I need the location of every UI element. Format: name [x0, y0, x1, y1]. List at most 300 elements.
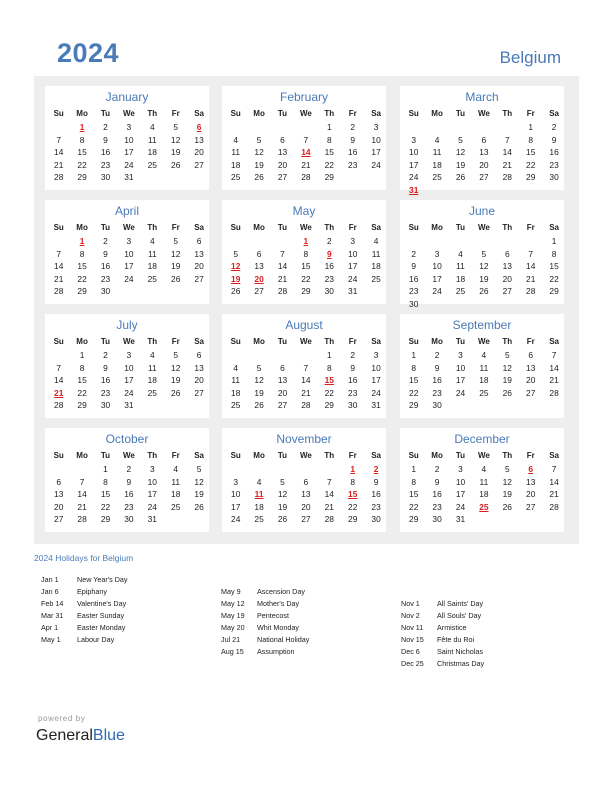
day-cell: 4 — [149, 122, 155, 132]
day-cell: 17 — [409, 159, 419, 170]
day-cell: 13 — [301, 489, 311, 500]
day-cell: 6 — [280, 134, 285, 145]
day-cell: 25 — [371, 273, 381, 284]
day-cell: 15 — [409, 375, 419, 386]
day-cell: 30 — [409, 299, 419, 309]
day-cell: 17 — [371, 375, 381, 386]
day-cell: 19 — [171, 375, 181, 386]
day-cell: 8 — [411, 476, 417, 487]
weekday-header: Fr — [526, 109, 535, 118]
day-cell: 18 — [231, 159, 241, 170]
day-cell: 28 — [502, 172, 512, 183]
day-cell: 3 — [126, 350, 132, 360]
holiday-date: Aug 15 — [221, 647, 244, 656]
weekday-header: Sa — [549, 223, 559, 232]
day-cell: 5 — [280, 476, 285, 487]
weekday-header: Th — [502, 451, 513, 460]
weekday-header: Fr — [348, 109, 357, 118]
weekday-header: Su — [408, 109, 419, 118]
day-cell: 30 — [100, 400, 111, 411]
day-cell: 2 — [551, 122, 557, 132]
year-title: 2024 — [57, 38, 120, 68]
weekday-header: Su — [230, 337, 241, 346]
day-cell: 29 — [77, 400, 87, 411]
day-cell: 8 — [103, 476, 108, 487]
day-cell: 14 — [549, 476, 559, 487]
day-cell: 9 — [350, 362, 356, 373]
day-cell: 24 — [231, 514, 241, 525]
day-cell: 14 — [77, 489, 87, 500]
day-cell: 15 — [549, 261, 559, 272]
day-cell: 9 — [103, 134, 108, 145]
day-cell: 17 — [231, 501, 241, 512]
day-cell: 26 — [171, 387, 181, 398]
day-cell: 3 — [434, 248, 440, 259]
day-cell: 22 — [324, 159, 334, 170]
day-cell: 8 — [79, 134, 85, 145]
day-cell: 8 — [303, 248, 309, 259]
day-cell: 7 — [551, 464, 557, 474]
day-cell: 8 — [411, 362, 417, 373]
day-cell: 2 — [103, 350, 108, 360]
month-panel — [400, 428, 564, 532]
day-cell: 21 — [77, 501, 87, 512]
day-cell: 26 — [502, 387, 512, 398]
day-cell: 22 — [77, 159, 87, 170]
day-cell: 21 — [549, 375, 559, 386]
day-cell: 29 — [77, 286, 87, 297]
day-cell: 7 — [528, 248, 534, 259]
day-cell: 24 — [147, 501, 157, 512]
weekday-header: We — [477, 109, 490, 118]
weekday-header: Fr — [348, 451, 357, 460]
day-cell: 6 — [256, 248, 262, 259]
country-title: Belgium — [499, 48, 561, 67]
holiday-name: Mother's Day — [257, 599, 300, 608]
day-cell: 30 — [100, 286, 111, 297]
holiday-date: Jul 21 — [221, 635, 241, 644]
day-cell: 11 — [231, 375, 241, 386]
holiday-day-cell: 2 — [373, 464, 379, 474]
weekday-header: Sa — [194, 109, 204, 118]
day-cell: 12 — [254, 375, 264, 386]
day-cell: 19 — [254, 159, 264, 170]
month-panel — [45, 86, 209, 190]
weekday-header: We — [299, 109, 312, 118]
weekday-header: Mo — [253, 109, 265, 118]
day-cell: 5 — [504, 464, 510, 474]
day-cell: 7 — [303, 362, 309, 373]
day-cell: 5 — [173, 122, 179, 132]
weekday-header: Su — [53, 337, 64, 346]
day-cell: 28 — [526, 286, 536, 297]
day-cell: 22 — [301, 273, 311, 284]
day-cell: 23 — [124, 501, 134, 512]
weekday-header: Th — [324, 109, 335, 118]
holiday-day-cell: 31 — [409, 185, 419, 195]
weekday-header: Tu — [277, 109, 288, 118]
weekday-header: Th — [502, 109, 513, 118]
holiday-name: All Souls' Day — [437, 611, 482, 620]
weekday-header: Sa — [549, 109, 559, 118]
holiday-date: Nov 2 — [401, 611, 420, 620]
day-cell: 2 — [326, 236, 332, 246]
day-cell: 5 — [256, 134, 262, 145]
weekday-header: Su — [408, 223, 419, 232]
day-cell: 24 — [432, 286, 442, 297]
day-cell: 7 — [56, 362, 62, 373]
day-cell: 10 — [371, 362, 381, 373]
day-cell: 20 — [194, 261, 204, 272]
holiday-date: Nov 1 — [401, 599, 420, 608]
day-cell: 9 — [551, 134, 557, 145]
day-cell: 27 — [194, 273, 204, 284]
day-cell: 20 — [277, 387, 288, 398]
day-cell: 25 — [231, 172, 241, 183]
day-cell: 26 — [171, 273, 181, 284]
holiday-date: Nov 15 — [401, 635, 424, 644]
weekday-header: Sa — [549, 337, 559, 346]
day-cell: 24 — [124, 159, 134, 170]
day-cell: 21 — [54, 159, 64, 170]
day-cell: 9 — [103, 362, 108, 373]
weekday-header: Fr — [171, 337, 180, 346]
day-cell: 4 — [481, 350, 487, 360]
weekday-header: Th — [147, 109, 158, 118]
day-cell: 31 — [147, 514, 157, 525]
day-cell: 16 — [124, 489, 134, 500]
weekday-header: Mo — [253, 451, 265, 460]
day-cell: 2 — [434, 464, 440, 474]
day-cell: 26 — [455, 172, 466, 183]
day-cell: 14 — [549, 362, 559, 373]
month-name: March — [465, 90, 499, 104]
weekday-header: We — [477, 223, 490, 232]
day-cell: 10 — [371, 134, 381, 145]
day-cell: 30 — [549, 172, 559, 183]
day-cell: 31 — [455, 514, 466, 525]
holiday-day-cell: 1 — [79, 122, 85, 132]
day-cell: 9 — [103, 248, 108, 259]
day-cell: 24 — [348, 273, 358, 284]
weekday-header: Tu — [455, 223, 466, 232]
day-cell: 9 — [373, 476, 379, 487]
holiday-name: Ascension Day — [257, 587, 305, 596]
day-cell: 14 — [324, 489, 334, 500]
day-cell: 11 — [432, 147, 442, 158]
holiday-day-cell: 1 — [79, 236, 85, 246]
day-cell: 26 — [254, 172, 264, 183]
day-cell: 18 — [432, 159, 442, 170]
weekday-header: Th — [502, 337, 513, 346]
day-cell: 9 — [350, 134, 356, 145]
day-cell: 11 — [479, 362, 489, 373]
day-cell: 16 — [348, 375, 358, 386]
weekday-header: Th — [324, 451, 335, 460]
day-cell: 21 — [277, 273, 288, 284]
day-cell: 18 — [231, 387, 241, 398]
day-cell: 7 — [303, 134, 309, 145]
holiday-date: Jan 6 — [41, 587, 59, 596]
brand-blue: Blue — [92, 727, 125, 744]
day-cell: 23 — [100, 159, 111, 170]
weekday-header: Fr — [526, 451, 535, 460]
day-cell: 29 — [526, 172, 536, 183]
day-cell: 19 — [479, 273, 489, 284]
day-cell: 13 — [526, 476, 536, 487]
day-cell: 28 — [54, 286, 64, 297]
day-cell: 8 — [79, 248, 85, 259]
day-cell: 27 — [277, 172, 288, 183]
holiday-day-cell: 6 — [528, 464, 534, 474]
holiday-day-cell: 1 — [303, 236, 309, 246]
day-cell: 26 — [254, 400, 264, 411]
day-cell: 20 — [54, 501, 64, 512]
day-cell: 23 — [100, 273, 111, 284]
day-cell: 20 — [301, 501, 311, 512]
day-cell: 13 — [277, 147, 288, 158]
day-cell: 8 — [79, 362, 85, 373]
day-cell: 6 — [56, 476, 62, 487]
holidays-title: 2024 Holidays for Belgium — [34, 553, 134, 563]
month-panel — [400, 86, 564, 195]
day-cell: 19 — [277, 501, 288, 512]
day-cell: 21 — [526, 273, 536, 284]
day-cell: 27 — [54, 514, 64, 525]
day-cell: 17 — [455, 489, 466, 500]
holiday-name: New Year's Day — [77, 575, 128, 584]
day-cell: 23 — [348, 387, 358, 398]
day-cell: 29 — [348, 514, 358, 525]
day-cell: 18 — [455, 273, 466, 284]
day-cell: 5 — [196, 464, 202, 474]
day-cell: 6 — [196, 350, 202, 360]
holiday-name: Assumption — [257, 647, 295, 656]
month-panel — [45, 428, 209, 532]
day-cell: 20 — [526, 489, 536, 500]
weekday-header: Su — [53, 451, 64, 460]
day-cell: 22 — [549, 273, 559, 284]
day-cell: 20 — [194, 147, 204, 158]
day-cell: 18 — [479, 375, 489, 386]
day-cell: 9 — [434, 476, 440, 487]
month-panel — [222, 200, 386, 304]
holiday-date: May 19 — [221, 611, 245, 620]
day-cell: 12 — [171, 362, 181, 373]
day-cell: 4 — [481, 464, 487, 474]
weekday-header: Th — [502, 223, 513, 232]
weekday-header: Su — [53, 223, 64, 232]
day-cell: 23 — [348, 159, 358, 170]
weekday-header: We — [299, 337, 312, 346]
brand-logo — [36, 727, 125, 745]
day-cell: 23 — [100, 387, 111, 398]
day-cell: 24 — [371, 159, 381, 170]
day-cell: 3 — [126, 236, 132, 246]
day-cell: 22 — [77, 273, 87, 284]
holiday-date: May 20 — [221, 623, 245, 632]
day-cell: 2 — [411, 248, 417, 259]
month-name: July — [116, 318, 138, 332]
day-cell: 6 — [504, 248, 510, 259]
day-cell: 15 — [100, 489, 111, 500]
day-cell: 27 — [301, 514, 311, 525]
holiday-name: Whit Monday — [257, 623, 299, 632]
day-cell: 30 — [348, 400, 358, 411]
weekday-header: Mo — [76, 109, 88, 118]
day-cell: 28 — [301, 400, 311, 411]
weekday-header: Sa — [371, 451, 381, 460]
day-cell: 22 — [526, 159, 536, 170]
day-cell: 14 — [54, 375, 64, 386]
day-cell: 28 — [277, 286, 288, 297]
holiday-day-cell: 1 — [350, 464, 356, 474]
day-cell: 10 — [455, 362, 466, 373]
day-cell: 12 — [254, 147, 264, 158]
day-cell: 11 — [147, 134, 157, 145]
day-cell: 25 — [254, 514, 264, 525]
holiday-name: Fête du Roi — [437, 635, 475, 644]
day-cell: 20 — [502, 273, 512, 284]
day-cell: 14 — [54, 147, 64, 158]
powered-by-label: powered by — [38, 714, 86, 723]
day-cell: 1 — [528, 122, 534, 132]
day-cell: 12 — [171, 248, 181, 259]
day-cell: 5 — [481, 248, 487, 259]
holiday-day-cell: 9 — [326, 248, 332, 259]
day-cell: 29 — [549, 286, 559, 297]
holiday-date: May 1 — [41, 635, 61, 644]
day-cell: 10 — [124, 362, 134, 373]
day-cell: 19 — [194, 489, 204, 500]
day-cell: 7 — [326, 476, 332, 487]
day-cell: 5 — [173, 350, 179, 360]
day-cell: 19 — [171, 147, 181, 158]
day-cell: 21 — [54, 273, 64, 284]
day-cell: 25 — [147, 273, 157, 284]
day-cell: 20 — [479, 159, 489, 170]
weekday-header: Sa — [371, 109, 381, 118]
day-cell: 14 — [277, 261, 288, 272]
day-cell: 12 — [455, 147, 466, 158]
weekday-header: We — [299, 223, 312, 232]
holiday-date: Apr 1 — [41, 623, 59, 632]
day-cell: 22 — [409, 501, 419, 512]
day-cell: 29 — [77, 172, 87, 183]
day-cell: 21 — [301, 387, 311, 398]
weekday-header: Tu — [277, 451, 288, 460]
day-cell: 5 — [233, 248, 239, 259]
weekday-header: Su — [230, 223, 241, 232]
day-cell: 16 — [100, 261, 111, 272]
day-cell: 23 — [549, 159, 559, 170]
day-cell: 14 — [502, 147, 512, 158]
weekday-header: We — [122, 223, 135, 232]
day-cell: 10 — [124, 134, 134, 145]
holiday-date: Nov 11 — [401, 623, 424, 632]
holiday-name: Easter Sunday — [77, 611, 125, 620]
holiday-name: Saint Nicholas — [437, 647, 483, 656]
day-cell: 6 — [481, 134, 487, 145]
day-cell: 2 — [350, 350, 356, 360]
day-cell: 8 — [326, 134, 332, 145]
day-cell: 1 — [326, 122, 332, 132]
weekday-header: Tu — [100, 337, 111, 346]
weekday-header: We — [299, 451, 312, 460]
weekday-header: Mo — [431, 223, 443, 232]
day-cell: 24 — [124, 273, 134, 284]
day-cell: 27 — [502, 286, 512, 297]
holiday-name: National Holiday — [257, 635, 310, 644]
day-cell: 9 — [411, 261, 417, 272]
day-cell: 24 — [409, 172, 419, 183]
day-cell: 20 — [526, 375, 536, 386]
day-cell: 16 — [371, 489, 381, 500]
holiday-name: Christmas Day — [437, 659, 485, 668]
day-cell: 13 — [54, 489, 64, 500]
day-cell: 20 — [277, 159, 288, 170]
day-cell: 19 — [455, 159, 466, 170]
day-cell: 10 — [231, 489, 241, 500]
day-cell: 15 — [77, 147, 87, 158]
day-cell: 31 — [371, 400, 381, 411]
weekday-header: We — [122, 337, 135, 346]
day-cell: 1 — [103, 464, 108, 474]
day-cell: 2 — [126, 464, 132, 474]
day-cell: 21 — [549, 489, 559, 500]
weekday-header: Su — [230, 451, 241, 460]
holiday-day-cell: 19 — [231, 273, 241, 284]
day-cell: 25 — [432, 172, 442, 183]
day-cell: 26 — [231, 286, 241, 297]
day-cell: 19 — [502, 375, 512, 386]
month-name: September — [452, 318, 512, 332]
day-cell: 22 — [100, 501, 111, 512]
weekday-header: Fr — [171, 109, 180, 118]
month-name: June — [468, 204, 496, 218]
month-name: May — [292, 204, 316, 218]
weekday-header: Tu — [100, 451, 111, 460]
day-cell: 18 — [371, 261, 381, 272]
day-cell: 14 — [526, 261, 536, 272]
day-cell: 23 — [324, 273, 334, 284]
month-name: April — [114, 204, 139, 218]
day-cell: 15 — [409, 489, 419, 500]
day-cell: 17 — [124, 375, 134, 386]
weekday-header: Tu — [455, 109, 466, 118]
month-panel — [400, 314, 564, 418]
holiday-date: May 12 — [221, 599, 245, 608]
weekday-header: We — [477, 337, 490, 346]
day-cell: 18 — [479, 489, 489, 500]
day-cell: 12 — [502, 476, 512, 487]
holiday-day-cell: 12 — [231, 261, 241, 272]
day-cell: 8 — [350, 476, 356, 487]
day-cell: 31 — [348, 286, 358, 297]
day-cell: 12 — [171, 134, 181, 145]
day-cell: 23 — [432, 387, 442, 398]
day-cell: 11 — [456, 261, 465, 272]
holiday-name: Armistice — [437, 623, 467, 632]
day-cell: 16 — [409, 273, 419, 284]
weekday-header: Sa — [194, 451, 204, 460]
day-cell: 23 — [371, 501, 381, 512]
day-cell: 5 — [256, 362, 262, 373]
day-cell: 31 — [124, 400, 134, 411]
day-cell: 18 — [171, 489, 181, 500]
day-cell: 15 — [301, 261, 311, 272]
day-cell: 17 — [348, 261, 358, 272]
